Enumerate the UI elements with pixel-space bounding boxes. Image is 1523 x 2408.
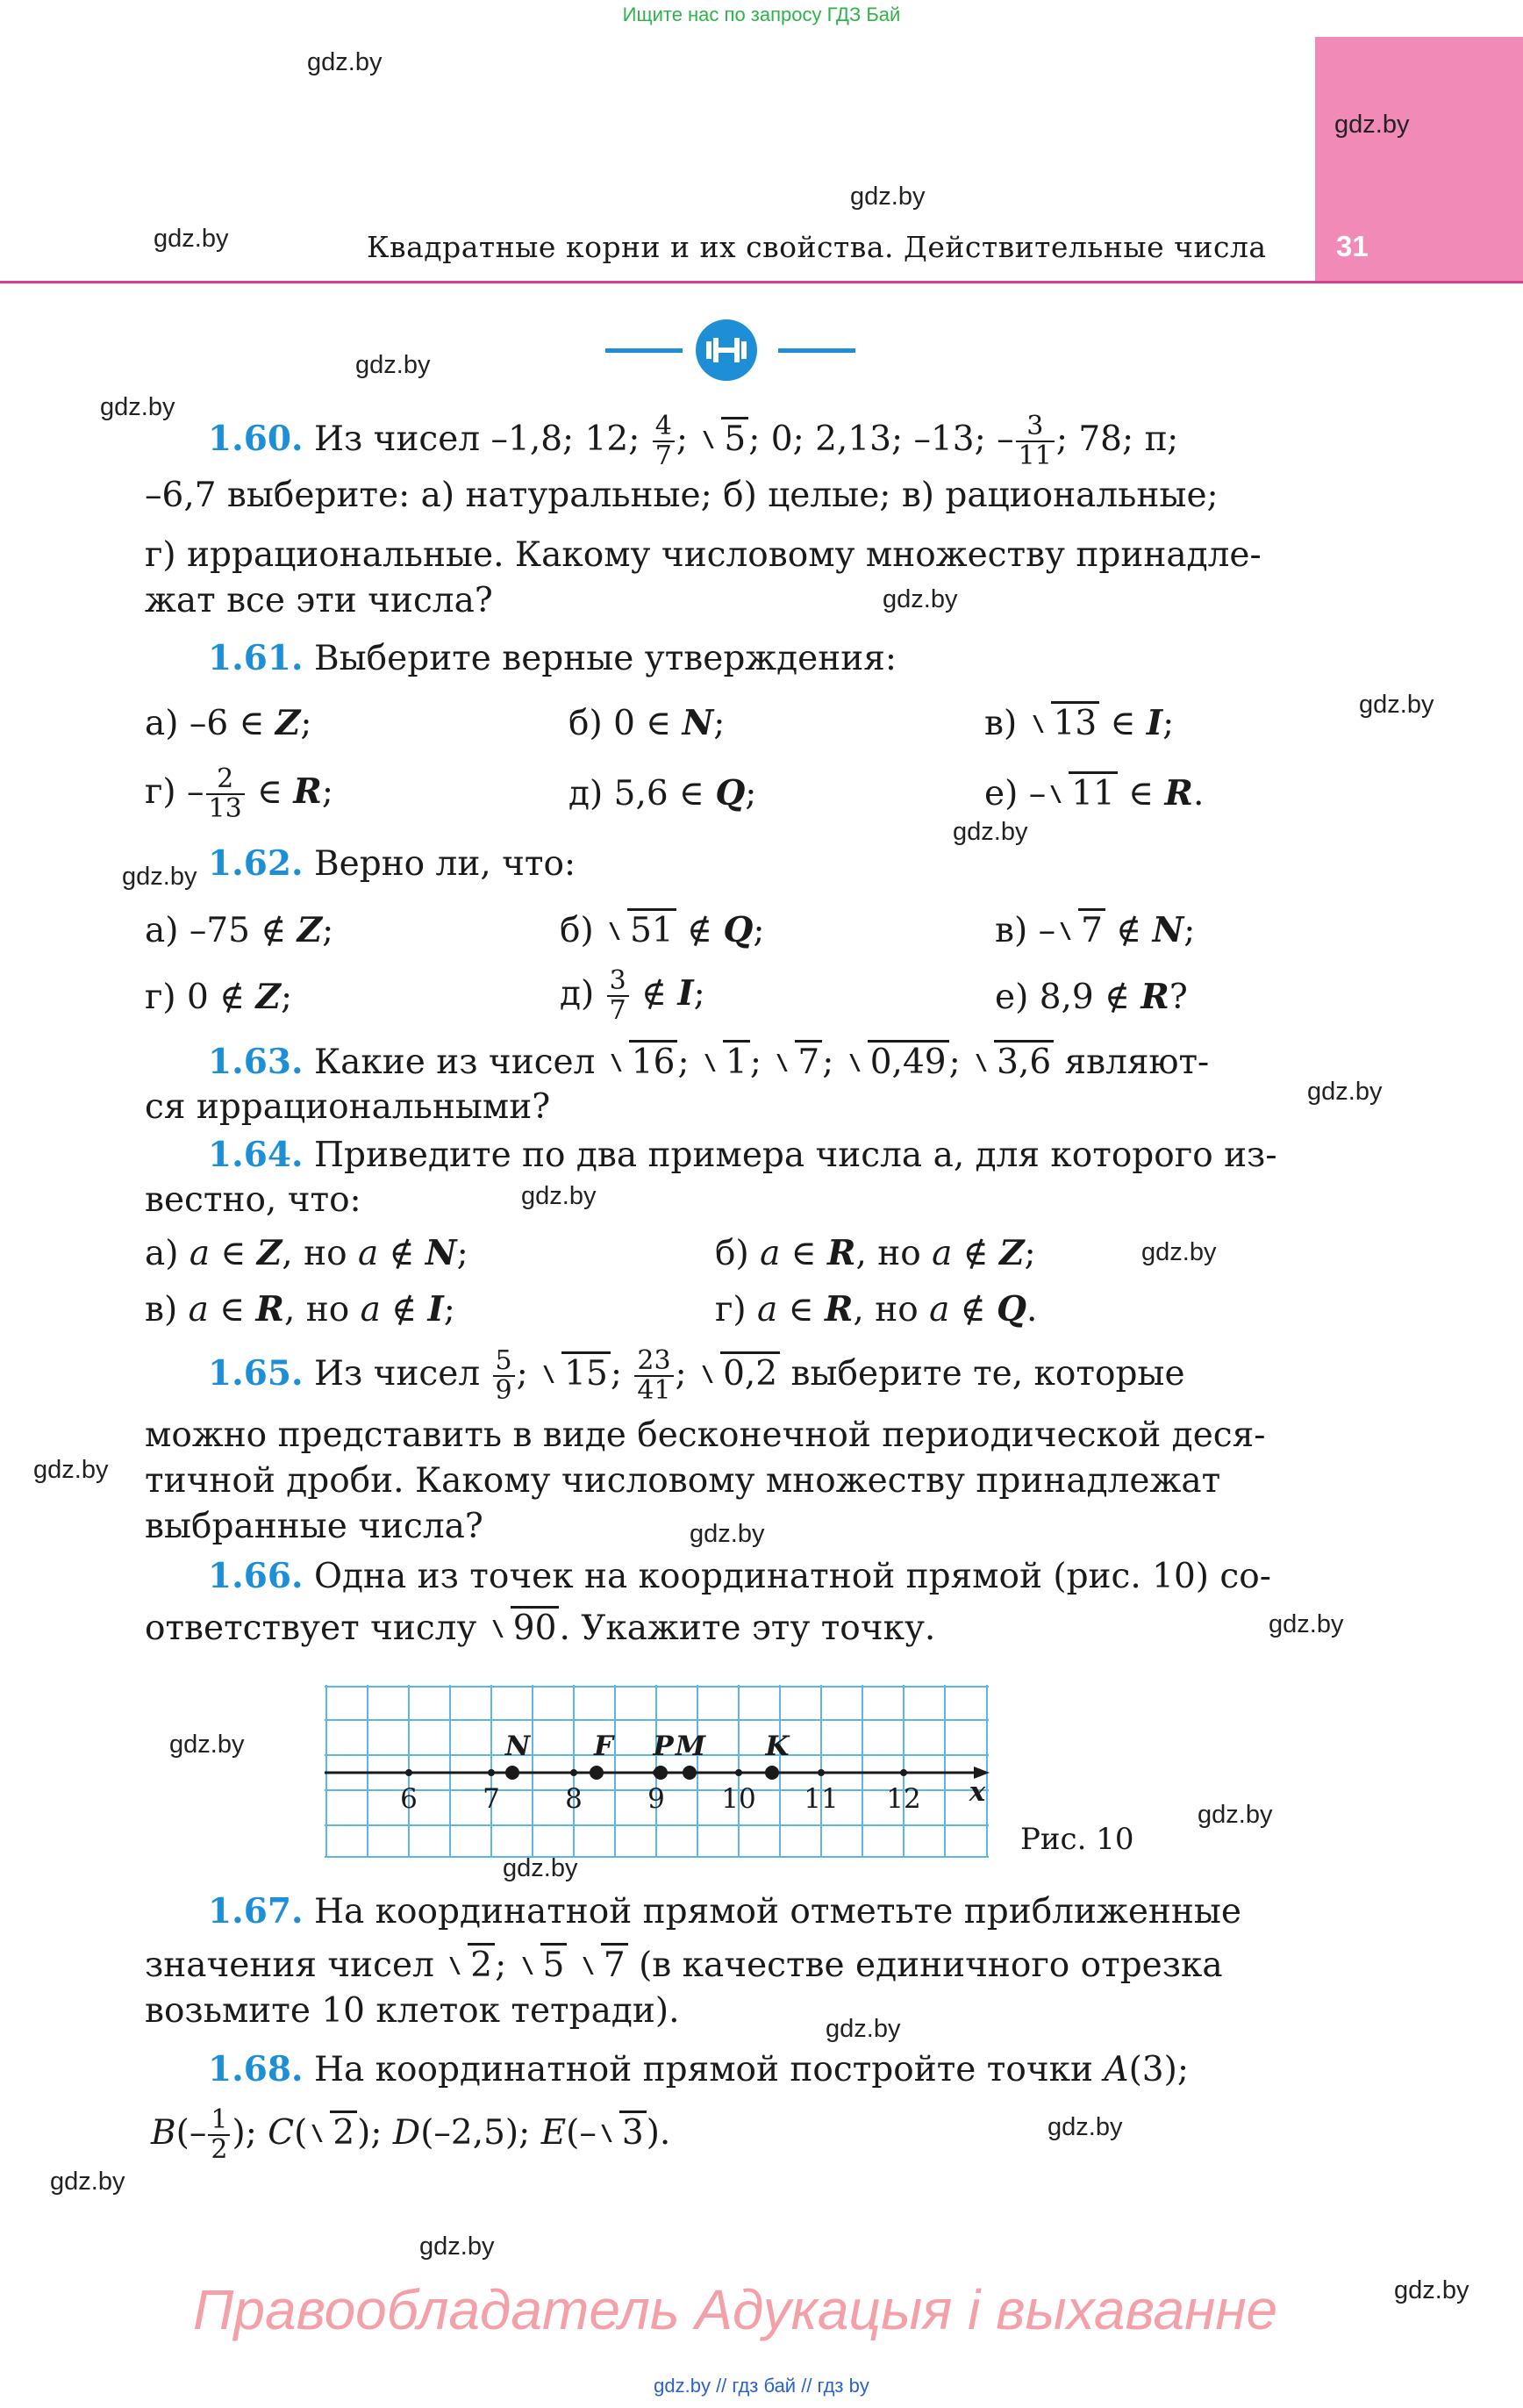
watermark: gdz.by <box>1269 1610 1344 1638</box>
watermark: gdz.by <box>50 2168 125 2196</box>
item-b: б) 0 ∈ N; <box>568 703 726 743</box>
exercise-1-64: 1.64. Приведите по два примера числа a, для которого из- <box>208 1135 1277 1175</box>
watermark: gdz.by <box>419 2232 495 2261</box>
tick-label: 10 <box>721 1783 756 1815</box>
exercise-1-65-text: тичной дроби. Какому числовому множеству принадлежат <box>145 1461 1221 1501</box>
exercise-1-66: 1.66. Одна из точек на координатной прямой (рис. 10) со- <box>208 1556 1271 1596</box>
exercise-1-68-points: B(– $\frac{1}{2}$ ); C( 2); D(–2,5); E(– 3). <box>151 2104 671 2165</box>
tick-label: 7 <box>483 1783 500 1815</box>
exercise-1-65-text: выбранные числа? <box>145 1507 483 1546</box>
watermark: gdz.by <box>850 183 926 211</box>
watermark: gdz.by <box>1359 691 1434 719</box>
exercise-number: 1.60. <box>208 419 304 459</box>
exercise-1-65-text: можно представить в виде бесконечной периодической деся- <box>145 1415 1266 1455</box>
watermark: gdz.by <box>33 1456 109 1484</box>
page-header: Квадратные корни и их свойства. Действительные числа <box>367 230 1267 264</box>
item-e: е) – 11 ∈ R. <box>984 770 1204 817</box>
item-b: б) 51 ∉ Q; <box>560 907 765 954</box>
watermark: gdz.by <box>503 1854 578 1882</box>
item-d: д) 5,6 ∈ Q; <box>568 773 757 813</box>
point-label: K <box>765 1731 790 1762</box>
tick-label: 9 <box>647 1783 665 1815</box>
exercise-1-60: 1.60. Из чисел –1,8; 12; $\frac{4}{7}$ ; 5; 0; 2,13; –13; – $\frac{3}{11}$ ; 78; π; <box>208 411 1179 471</box>
watermark: gdz.by <box>122 863 197 891</box>
axis-label: x <box>969 1776 986 1808</box>
item-v: в) 13 ∈ I; <box>984 700 1174 747</box>
exercise-1-67-text: возьмите 10 клеток тетради). <box>145 1991 680 2031</box>
point-M <box>683 1766 697 1780</box>
figure-caption: Рис. 10 <box>1020 1822 1134 1857</box>
tick-label: 12 <box>886 1783 921 1815</box>
exercise-1-66-text: ответствует числу 90. Укажите эту точку. <box>145 1606 935 1652</box>
page-number: 31 <box>1336 230 1369 262</box>
point-F <box>590 1766 604 1780</box>
point-label: M <box>675 1731 706 1762</box>
exercise-1-63-text: ся иррациональными? <box>145 1087 551 1127</box>
point-label: N <box>504 1731 531 1762</box>
header-rule <box>0 281 1523 283</box>
watermark: gdz.by <box>1141 1238 1217 1266</box>
item-g: г) 0 ∉ Z; <box>145 977 293 1017</box>
exercise-1-64-text: вестно, что: <box>145 1180 361 1220</box>
watermark: gdz.by <box>953 818 1028 846</box>
watermark: gdz.by <box>690 1520 765 1548</box>
watermark: gdz.by <box>154 225 229 253</box>
exercise-1-68: 1.68. На координатной прямой постройте точки A(3); <box>208 2049 1189 2089</box>
point-K <box>765 1766 779 1780</box>
item-v: в) a ∈ R, но a ∉ I; <box>145 1289 455 1329</box>
exercise-1-60-text: г) иррациональные. Какому числовому множеству принадле- <box>145 535 1262 575</box>
point-N <box>505 1766 519 1780</box>
point-label: P <box>653 1731 674 1762</box>
exercise-1-67: 1.67. На координатной прямой отметьте приближенные <box>208 1891 1242 1931</box>
watermark: gdz.by <box>1334 111 1410 139</box>
top-banner[interactable]: Ищите нас по запросу ГДЗ Бай <box>622 4 901 25</box>
watermark: gdz.by <box>307 48 383 76</box>
item-v: в) – 7 ∉ N; <box>995 907 1195 954</box>
watermark: gdz.by <box>1048 2113 1123 2141</box>
item-g: г) a ∈ R, но a ∉ Q. <box>715 1289 1038 1329</box>
footer-copyright: Правообладатель Адукацыя і выхаванне <box>193 2278 1278 2341</box>
dumbbell-icon <box>696 319 757 381</box>
tick-label: 11 <box>804 1783 839 1815</box>
divider-line <box>778 348 855 353</box>
watermark: gdz.by <box>169 1731 245 1759</box>
watermark: gdz.by <box>1307 1078 1383 1106</box>
tick-label: 6 <box>400 1783 418 1815</box>
item-g: г) – $\frac{2}{13}$ ∈ R; <box>145 763 333 824</box>
exercise-1-60-text: жат все эти числа? <box>145 581 493 620</box>
exercise-1-60-text: –6,7 выберите: а) натуральные; б) целые; в) рациональные; <box>145 476 1219 515</box>
watermark: gdz.by <box>826 2015 901 2043</box>
watermark: gdz.by <box>355 351 431 379</box>
item-a: а) –6 ∈ Z; <box>145 703 312 743</box>
item-a: а) a ∈ Z, но a ∉ N; <box>145 1233 468 1273</box>
figure-coordinate-line <box>325 1685 991 1864</box>
footer-links[interactable]: gdz.by // гдз бай // гдз by <box>654 2375 869 2397</box>
item-a: а) –75 ∉ Z; <box>145 910 334 950</box>
watermark: gdz.by <box>1198 1801 1273 1829</box>
point-P <box>654 1766 668 1780</box>
exercise-1-65: 1.65. Из чисел $\frac{5}{9}$ ; 15; $\frac{23}{41}$ ; 0,2 выберите те, которые <box>208 1345 1185 1406</box>
exercise-1-63: 1.63. Какие из чисел 16; 1; 7; 0,49; 3,6 являют- <box>208 1039 1209 1086</box>
item-b: б) a ∈ R, но a ∉ Z; <box>715 1233 1036 1273</box>
watermark: gdz.by <box>1394 2276 1469 2304</box>
exercise-1-62: 1.62. Верно ли, что: <box>208 843 576 884</box>
point-label: F <box>593 1731 614 1762</box>
exercise-1-67-text: значения чисел 2; 5 7 (в качестве единичного отрезка <box>145 1943 1223 1989</box>
divider-line <box>605 348 683 353</box>
tick-label: 8 <box>565 1783 583 1815</box>
exercise-1-61: 1.61. Выберите верные утверждения: <box>208 638 897 678</box>
watermark: gdz.by <box>883 585 958 613</box>
item-e: е) 8,9 ∉ R? <box>995 977 1188 1017</box>
watermark: gdz.by <box>100 393 175 421</box>
watermark: gdz.by <box>521 1182 597 1210</box>
item-d: д) $\frac{3}{7}$ ∉ I; <box>560 965 705 1026</box>
